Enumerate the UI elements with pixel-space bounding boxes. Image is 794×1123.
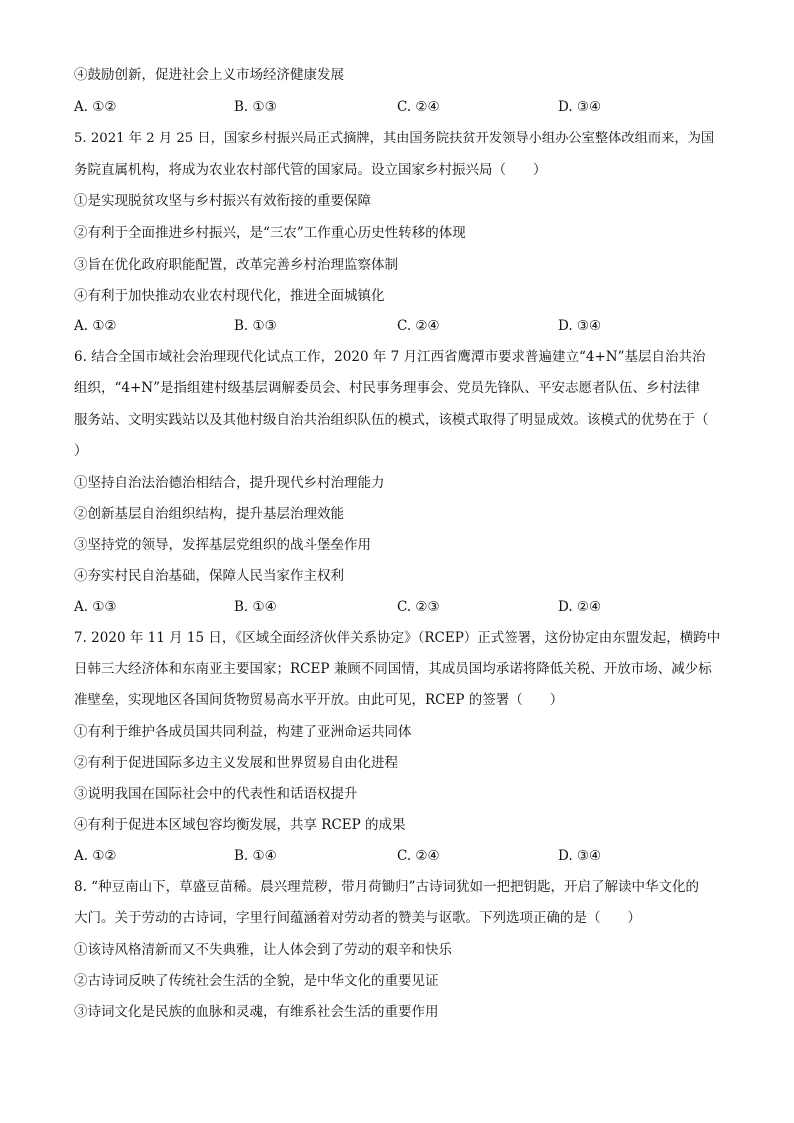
q7-stem-line-1: 7. 2020 年 11 月 15 日，《区域全面经济伙伴关系协定》（RCEP）正式签署，这份协定由东盟发起，横跨中 — [74, 630, 721, 646]
q4-option-a: A. ①② — [74, 99, 117, 115]
q5-option-d: D. ③④ — [558, 318, 602, 334]
q7-item-3: ③说明我国在国际社会中的代表性和话语权提升 — [74, 786, 358, 802]
q6-option-b: B. ①④ — [234, 599, 277, 615]
q6-stem-line-3: 服务站、文明实践站以及其他村级自治共治组织队伍的模式，该模式取得了明显成效。该模式的优势在于（ — [74, 412, 709, 428]
q7-option-b: B. ①④ — [234, 848, 277, 864]
q6-option-c: C. ②③ — [397, 599, 440, 615]
q7-option-c: C. ②④ — [397, 848, 440, 864]
q7-option-a: A. ①② — [74, 848, 117, 864]
q6-item-2: ②创新基层自治组织结构，提升基层治理效能 — [74, 506, 344, 522]
q5-item-4: ④有利于加快推动农业农村现代化，推进全面城镇化 — [74, 288, 385, 304]
q8-stem-line-2: 大门。关于劳动的古诗词，字里行间蕴涵着对劳动者的赞美与讴歌。下列选项正确的是（ ） — [74, 910, 641, 926]
q6-option-a: A. ①③ — [74, 599, 117, 615]
q5-option-c: C. ②④ — [397, 318, 440, 334]
q8-item-2: ②古诗词反映了传统社会生活的全貌，是中华文化的重要见证 — [74, 973, 439, 989]
q6-item-1: ①坚持自治法治德治相结合，提升现代乡村治理能力 — [74, 475, 385, 491]
q6-option-d: D. ②④ — [558, 599, 602, 615]
q5-item-1: ①是实现脱贫攻坚与乡村振兴有效衔接的重要保障 — [74, 193, 371, 209]
q6-item-4: ④夯实村民自治基础，保障人民当家作主权利 — [74, 568, 344, 584]
q5-item-2: ②有利于全面推进乡村振兴，是“三农”工作重心历史性转移的体现 — [74, 225, 466, 241]
q5-option-a: A. ①② — [74, 318, 117, 334]
q6-stem-line-1: 6. 结合全国市域社会治理现代化试点工作，2020 年 7 月江西省鹰潭市要求普遍建立“4+N”基层自治共治 — [74, 349, 706, 365]
q8-stem-line-1: 8. “种豆南山下，草盛豆苗稀。晨兴理荒秽，带月荷锄归”古诗词犹如一把把钥匙，开启了解读中华文化的 — [74, 879, 699, 895]
q6-stem-line-4: ） — [74, 443, 88, 459]
q8-item-3: ③诗词文化是民族的血脉和灵魂，有维系社会生活的重要作用 — [74, 1004, 439, 1020]
q6-options — [74, 598, 724, 616]
q7-item-1: ①有利于维护各成员国共同利益，构建了亚洲命运共同体 — [74, 724, 412, 740]
q6-stem-line-2: 组织，“4+N”是指组建村级基层调解委员会、村民事务理事会、党员先锋队、平安志愿者队伍、乡村法律 — [74, 380, 701, 396]
q7-option-d: D. ③④ — [558, 848, 602, 864]
q5-item-3: ③旨在优化政府职能配置，改革完善乡村治理监察体制 — [74, 257, 398, 273]
q4-options — [74, 98, 724, 116]
q5-stem-line-2: 务院直属机构，将成为农业农村部代管的国家局。设立国家乡村振兴局（ ） — [74, 162, 547, 178]
q7-item-4: ④有利于促进本区域包容均衡发展，共享 RCEP 的成果 — [74, 817, 406, 833]
q5-stem-line-1: 5. 2021 年 2 月 25 日，国家乡村振兴局正式摘牌，其由国务院扶贫开发领导小组办公室整体改组而来，为国 — [74, 131, 715, 146]
q4-item-4: ④鼓励创新，促进社会上义市场经济健康发展 — [74, 67, 344, 83]
q4-option-b: B. ①③ — [234, 99, 277, 115]
q5-options — [74, 317, 724, 335]
q6-item-3: ③坚持党的领导，发挥基层党组织的战斗堡垒作用 — [74, 537, 371, 553]
q7-stem-line-3: 准壁垒，实现地区各国间货物贸易高水平开放。由此可见，RCEP 的签署（ ） — [74, 692, 564, 708]
q7-item-2: ②有利于促进国际多边主义发展和世界贸易自由化进程 — [74, 755, 398, 771]
q5-option-b: B. ①③ — [234, 318, 277, 334]
q7-options — [74, 847, 724, 865]
q7-stem-line-2: 日韩三大经济体和东南亚主要国家；RCEP 兼顾不同国情，其成员国均承诺将降低关税、开放市场、减少标 — [74, 661, 712, 677]
q4-option-c: C. ②④ — [397, 99, 440, 115]
q8-item-1: ①该诗风格清新而又不失典雅，让人体会到了劳动的艰辛和快乐 — [74, 942, 452, 958]
q4-option-d: D. ③④ — [558, 99, 602, 115]
